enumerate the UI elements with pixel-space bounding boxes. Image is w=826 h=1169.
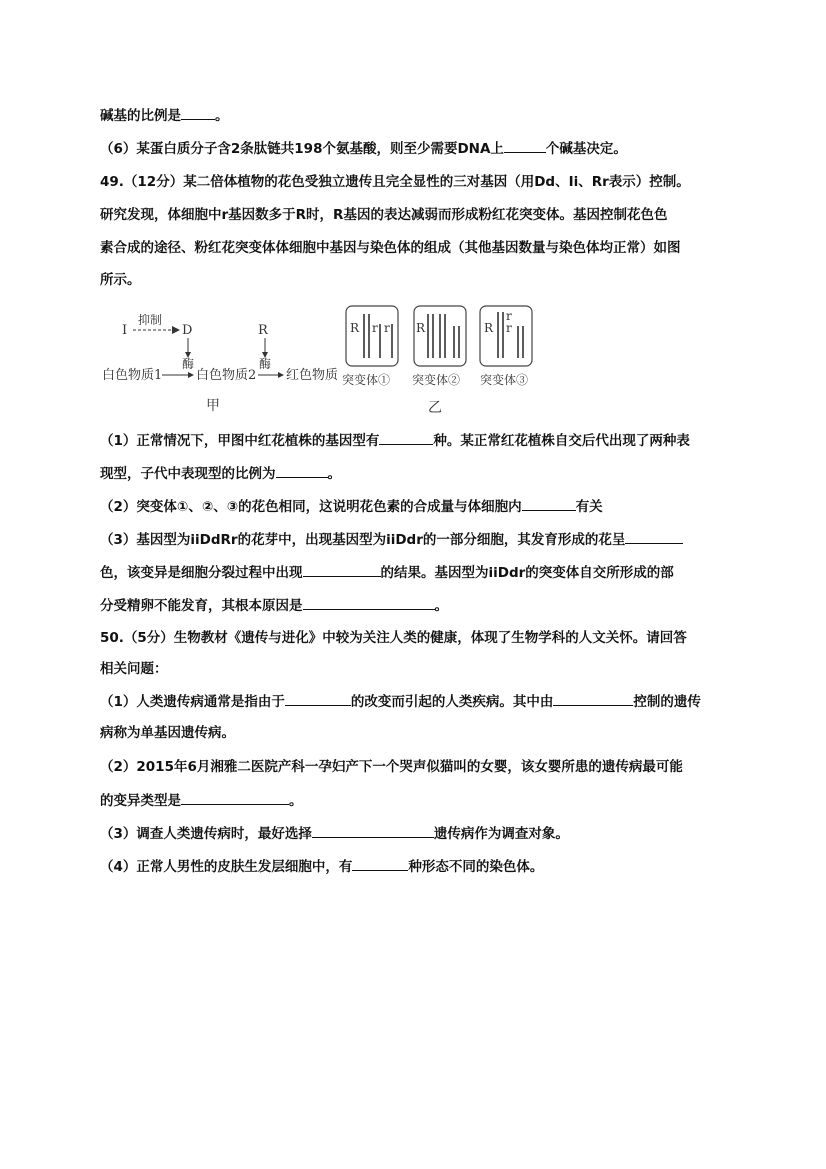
answer-blank[interactable] bbox=[522, 496, 576, 511]
text-segment: 遗传病作为调查对象。 bbox=[433, 826, 569, 842]
text-segment: 控制的遗传 bbox=[633, 694, 701, 710]
text-segment: 相关问题： bbox=[100, 661, 168, 677]
enzyme-2-label: 酶 bbox=[259, 357, 272, 371]
mutant-2-cell bbox=[412, 306, 466, 387]
text-segment: 。 bbox=[327, 466, 341, 482]
allele-label: r bbox=[372, 321, 378, 335]
text-segment: 49.（12分）某二倍体植物的花色受独立遗传且完全显性的三对基因（用Dd、Ii、Rr表示）控制。 bbox=[100, 174, 690, 190]
question-50-part-2-line-1 bbox=[100, 757, 683, 777]
figure-label-yi: 乙 bbox=[428, 400, 442, 416]
mutant-1-label: 突变体① bbox=[342, 373, 391, 387]
answer-blank[interactable] bbox=[181, 790, 289, 805]
enzyme-1-label: 酶 bbox=[182, 357, 195, 371]
question-49-part-3-line-1 bbox=[100, 529, 683, 550]
question-49-stem-line-2 bbox=[100, 205, 667, 225]
answer-blank[interactable] bbox=[303, 595, 435, 610]
answer-blank[interactable] bbox=[312, 823, 434, 838]
text-segment: 现型，子代中表现型的比例为 bbox=[100, 466, 276, 482]
text-segment: 分受精卵不能发育，其根本原因是 bbox=[100, 598, 303, 614]
text-line-2 bbox=[100, 138, 627, 159]
text-segment: 种形态不同的染色体。 bbox=[408, 859, 544, 875]
question-50-part-2-line-2 bbox=[100, 790, 303, 811]
text-segment: 。 bbox=[434, 598, 448, 614]
arrowhead-2 bbox=[278, 372, 284, 378]
text-segment: 素合成的途径、粉红花突变体体细胞中基因与染色体的组成（其他基因数量与染色体均正常）如图 bbox=[100, 240, 681, 256]
text-segment: 的变异类型是 bbox=[100, 793, 181, 809]
text-segment: 病称为单基因遗传病。 bbox=[100, 725, 235, 741]
white-substance-1: 白色物质1 bbox=[102, 368, 163, 383]
question-49-stem-line-3 bbox=[100, 238, 681, 258]
text-line-1 bbox=[100, 105, 229, 126]
answer-blank[interactable] bbox=[553, 691, 633, 706]
mutant-3-label: 突变体③ bbox=[480, 373, 529, 387]
answer-blank[interactable] bbox=[276, 463, 328, 478]
red-substance: 红色物质 bbox=[286, 368, 339, 383]
text-segment: （3）调查人类遗传病时，最好选择 bbox=[100, 826, 312, 842]
allele-label: r bbox=[506, 321, 512, 335]
gene-d-label: D bbox=[182, 323, 193, 338]
mutant-2-label: 突变体② bbox=[412, 373, 461, 387]
answer-blank[interactable] bbox=[379, 430, 433, 445]
text-segment: 所示。 bbox=[100, 272, 141, 288]
text-segment: 色，该变异是细胞分裂过程中出现 bbox=[100, 565, 303, 581]
gene-r-label: R bbox=[258, 323, 268, 338]
cell-outline bbox=[346, 306, 398, 366]
question-50-part-3 bbox=[100, 823, 569, 844]
allele-label: R bbox=[484, 321, 494, 335]
answer-blank[interactable] bbox=[504, 138, 546, 153]
mutant-3-cell bbox=[480, 306, 532, 387]
text-segment: （6）某蛋白质分子含2条肽链共198个氨基酸，则至少需要DNA上 bbox=[100, 141, 504, 157]
question-49-part-3-line-2 bbox=[100, 562, 674, 583]
allele-label: R bbox=[416, 321, 426, 335]
answer-blank[interactable] bbox=[625, 529, 683, 544]
text-segment: 50.（5分）生物教材《遗传与进化》中较为关注人类的健康，体现了生物学科的人文关怀。请回答 bbox=[100, 630, 687, 646]
figure-label-jia: 甲 bbox=[206, 398, 220, 414]
question-49-part-1-line-1 bbox=[100, 430, 690, 451]
text-segment: （2）突变体①、②、③的花色相同，这说明花色素的合成量与体细胞内 bbox=[100, 499, 522, 515]
answer-blank[interactable] bbox=[181, 105, 215, 120]
inhibit-arrowhead bbox=[172, 326, 180, 334]
allele-label: R bbox=[350, 321, 360, 335]
text-segment: （2）2015年6月湘雅二医院产科一孕妇产下一个哭声似猫叫的女婴，该女婴所患的遗传病最可能 bbox=[100, 759, 683, 775]
answer-blank[interactable] bbox=[352, 856, 408, 871]
allele-label: r bbox=[384, 321, 390, 335]
question-50-part-1-line-1 bbox=[100, 691, 701, 712]
text-segment: （1）正常情况下，甲图中红花植株的基因型有 bbox=[100, 433, 380, 449]
text-segment: 。 bbox=[215, 108, 229, 124]
gene-i-label: I bbox=[122, 323, 128, 338]
white-substance-2: 白色物质2 bbox=[196, 368, 257, 383]
question-49-part-2 bbox=[100, 496, 603, 517]
text-segment: 的改变而引起的人类疾病。其中由 bbox=[350, 694, 554, 710]
question-50-stem-line-2 bbox=[100, 659, 168, 679]
question-50-part-4 bbox=[100, 856, 543, 877]
answer-blank[interactable] bbox=[303, 562, 381, 577]
text-segment: 种。某正常红花植株自交后代出现了两种表 bbox=[433, 433, 690, 449]
mutant-1-cell bbox=[342, 306, 398, 387]
text-segment: 有关 bbox=[575, 499, 603, 515]
text-segment: （1）人类遗传病通常是指由于 bbox=[100, 694, 285, 710]
inhibit-label: 抑制 bbox=[138, 313, 163, 327]
question-50-part-1-line-2 bbox=[100, 723, 235, 743]
text-segment: 碱基的比例是 bbox=[100, 108, 181, 124]
arrowhead-1 bbox=[188, 372, 194, 378]
text-segment: 个碱基决定。 bbox=[545, 141, 627, 157]
answer-blank[interactable] bbox=[285, 691, 351, 706]
question-49-stem-line-4 bbox=[100, 270, 141, 290]
gene-pathway-diagram bbox=[100, 300, 550, 420]
question-49-part-1-line-2 bbox=[100, 463, 341, 484]
question-49-stem-line-1 bbox=[100, 172, 690, 192]
pathway-jia bbox=[102, 312, 338, 414]
allele-label: r bbox=[506, 309, 512, 323]
text-segment: 的结果。基因型为iiDdr的突变体自交所形成的部 bbox=[380, 565, 674, 581]
text-segment: 。 bbox=[289, 793, 303, 809]
question-50-stem-line-1 bbox=[100, 628, 687, 648]
text-segment: 研究发现，体细胞中r基因数多于R时，R基因的表达减弱而形成粉红花突变体。基因控制花色色 bbox=[100, 207, 668, 223]
text-segment: （3）基因型为iiDdRr的花芽中，出现基因型为iiDdr的一部分细胞，其发育形成的花呈 bbox=[100, 532, 626, 548]
question-49-part-3-line-3 bbox=[100, 595, 448, 616]
text-segment: （4）正常人男性的皮肤生发层细胞中，有 bbox=[100, 859, 353, 875]
